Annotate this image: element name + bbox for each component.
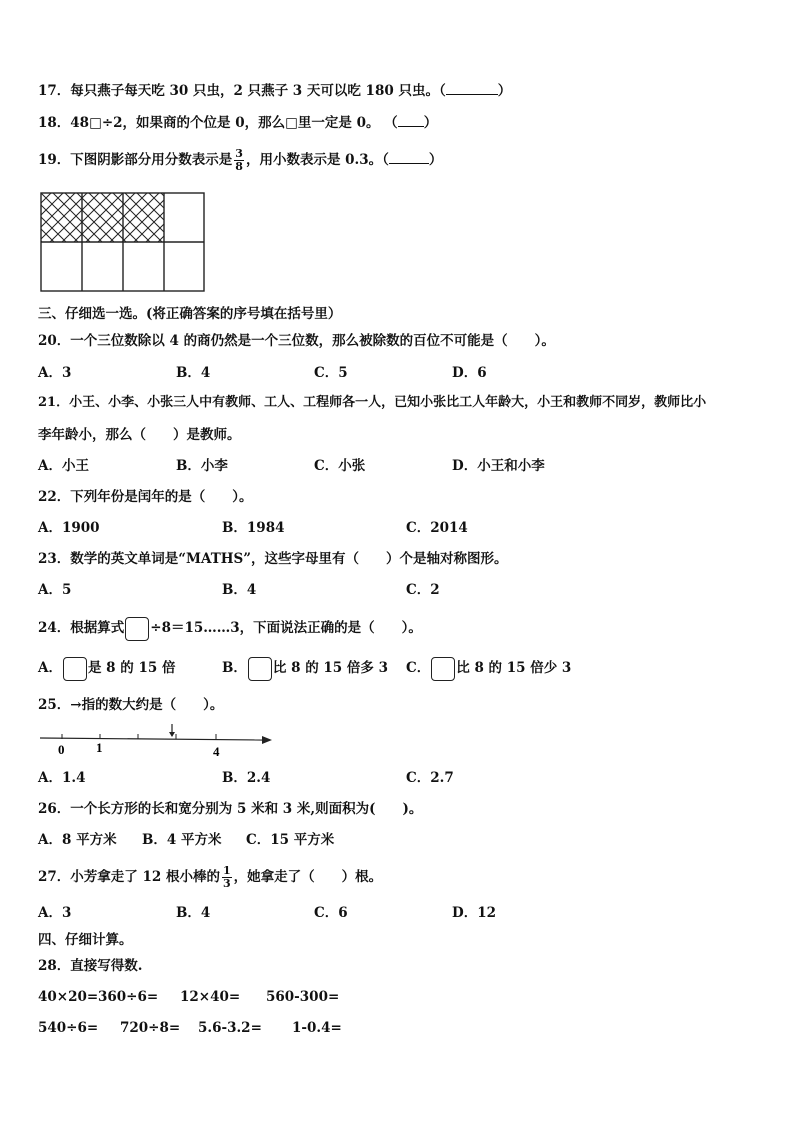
option-b[interactable]: B．4	[176, 365, 211, 381]
section-3-heading: 三、仔细选一选。(将正确答案的序号填在括号里）	[38, 306, 342, 322]
option-a[interactable]: A．8 平方米	[38, 832, 117, 848]
option-c[interactable]: C．6	[314, 905, 348, 921]
shaded-cell	[123, 193, 164, 242]
calc-item: 360÷6=	[98, 989, 159, 1005]
tick-label-1: 1	[96, 740, 103, 755]
question-18-text: 18．48□÷2，如果商的个位是 0，那么□里一定是 0。 （	[38, 115, 398, 131]
question-27: 27．小芳拿走了 12 根小棒的 $\frac{1}{3}$ ，她拿走了（ ）根。	[38, 864, 383, 890]
shaded-cell	[82, 193, 123, 242]
question-21-line-2: 李年龄小，那么（ ）是教师。	[38, 427, 241, 443]
tick-label-4: 4	[213, 744, 220, 759]
arrowhead-icon	[262, 736, 272, 744]
option-b[interactable]: B． 比 8 的 15 倍多 3	[222, 655, 388, 681]
question-28-title: 28．直接写得数.	[38, 958, 143, 974]
unknown-box	[431, 657, 455, 681]
question-21-line-1: 21．小王、小李、小张三人中有教师、工人、工程师各一人，已知小张比工人年龄大，小王和教师不同岁，教师比小	[38, 395, 707, 410]
option-b[interactable]: B．4	[176, 905, 211, 921]
question-17: 17．每只燕子每天吃 30 只虫，2 只燕子 3 天可以吃 180 只虫。（ ）	[38, 83, 512, 99]
tick-label-0: 0	[58, 742, 65, 757]
question-20: 20．一个三位数除以 4 的商仍然是一个三位数，那么被除数的百位不可能是（ ）。	[38, 333, 555, 349]
calc-item: 720÷8=	[120, 1020, 181, 1036]
question-25: 25．→指的数大约是（ ）。	[38, 697, 224, 713]
question-19: 19．下图阴影部分用分数表示是 $\frac{3}{8}$ ，用小数表示是 0.3。（ ）	[38, 147, 443, 173]
section-4-heading: 四、仔细计算。	[38, 932, 133, 948]
question-17-text: 17．每只燕子每天吃 30 只虫，2 只燕子 3 天可以吃 180 只虫。（	[38, 83, 446, 99]
fraction: $\frac{1}{3}$	[222, 864, 231, 890]
question-26: 26．一个长方形的长和宽分别为 5 米和 3 米,则面积为( )。	[38, 801, 423, 817]
question-19-text: 19．下图阴影部分用分数表示是	[38, 152, 233, 168]
option-a[interactable]: A．小王	[38, 458, 89, 474]
option-c[interactable]: C．2	[406, 582, 440, 598]
shaded-grid-figure	[40, 192, 206, 294]
number-line	[36, 722, 276, 762]
option-d[interactable]: D．12	[452, 905, 496, 921]
option-a[interactable]: A．3	[38, 905, 72, 921]
option-b[interactable]: B．小李	[176, 458, 228, 474]
shaded-cell	[41, 193, 82, 242]
option-a[interactable]: A．5	[38, 582, 72, 598]
option-a[interactable]: A．3	[38, 365, 72, 381]
calc-item: 40×20=	[38, 989, 99, 1005]
option-d[interactable]: D．6	[452, 365, 487, 381]
option-c[interactable]: C．2014	[406, 520, 468, 536]
answer-blank[interactable]	[389, 163, 429, 164]
answer-blank[interactable]	[446, 94, 498, 95]
option-c[interactable]: C．5	[314, 365, 348, 381]
option-a[interactable]: A． 是 8 的 15 倍	[38, 655, 175, 681]
calc-item: 1-0.4=	[292, 1020, 342, 1036]
question-24: 24．根据算式 ÷8＝15……3，下面说法正确的是（ ）。	[38, 615, 422, 641]
question-23: 23．数学的英文单词是“MATHS”，这些字母里有（ ）个是轴对称图形。	[38, 551, 508, 567]
option-b[interactable]: B．4	[222, 582, 257, 598]
calc-item: 12×40=	[180, 989, 241, 1005]
question-18: 18．48□÷2，如果商的个位是 0，那么□里一定是 0。 （ ）	[38, 115, 438, 131]
option-c[interactable]: C．小张	[314, 458, 366, 474]
calc-item: 540÷6=	[38, 1020, 99, 1036]
option-c[interactable]: C．2.7	[406, 770, 454, 786]
option-d[interactable]: D．小王和小李	[452, 458, 545, 474]
calc-item: 5.6-3.2=	[198, 1020, 262, 1036]
calc-item: 560-300=	[266, 989, 340, 1005]
option-a[interactable]: A．1.4	[38, 770, 86, 786]
unknown-box	[63, 657, 87, 681]
answer-blank[interactable]	[398, 126, 424, 127]
option-b[interactable]: B．1984	[222, 520, 285, 536]
option-a[interactable]: A．1900	[38, 520, 100, 536]
fraction: $\frac{3}{8}$	[235, 147, 243, 173]
question-22: 22．下列年份是闰年的是（ ）。	[38, 489, 253, 505]
option-b[interactable]: B．4 平方米	[142, 832, 222, 848]
option-c[interactable]: C． 比 8 的 15 倍少 3	[406, 655, 571, 681]
unknown-box	[125, 617, 149, 641]
option-c[interactable]: C．15 平方米	[246, 832, 335, 848]
option-b[interactable]: B．2.4	[222, 770, 271, 786]
unknown-box	[248, 657, 272, 681]
